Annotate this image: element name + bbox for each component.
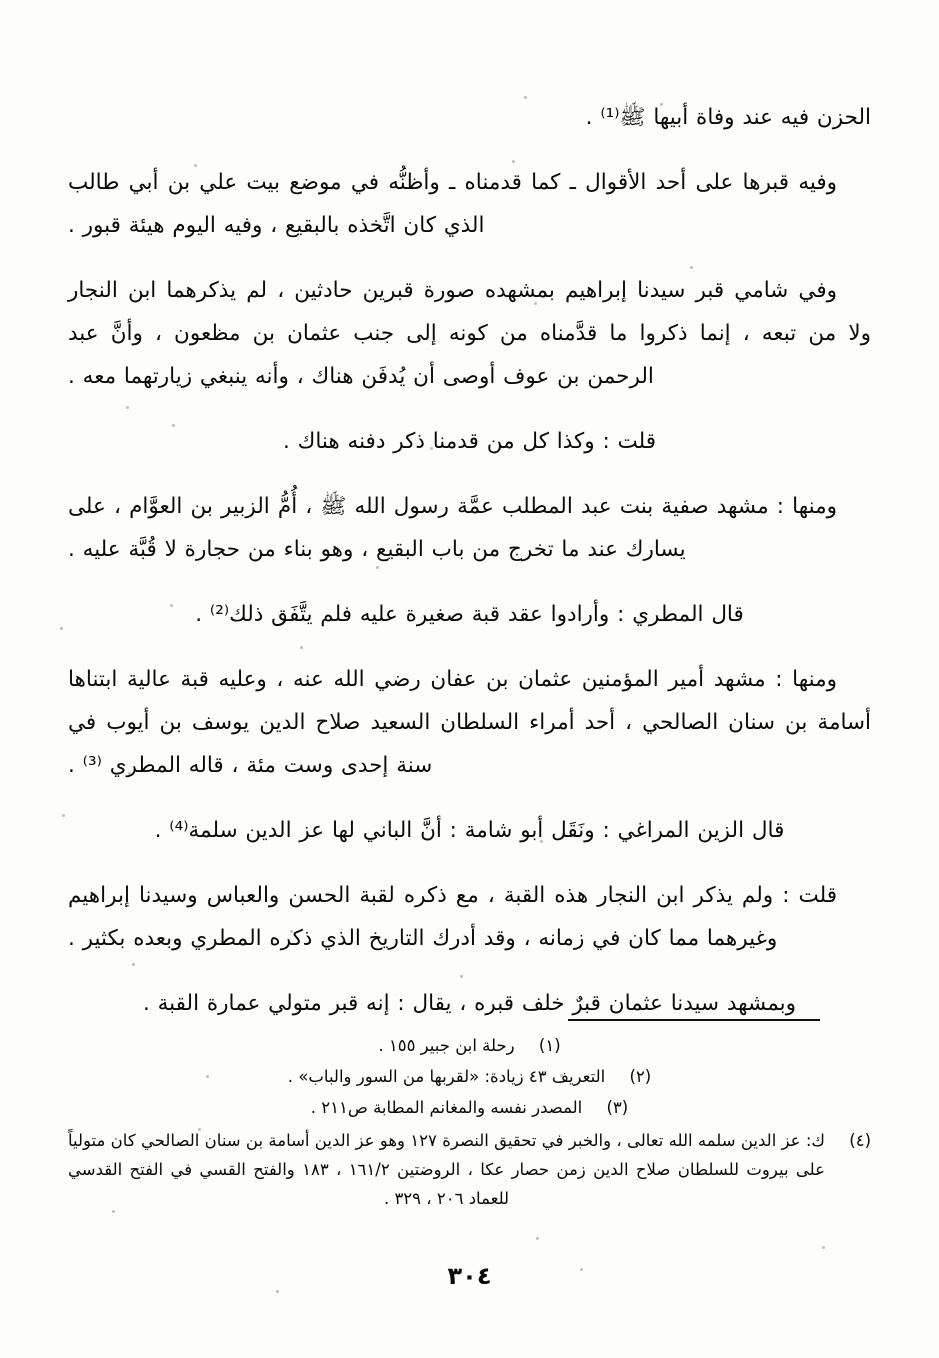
paragraph-2: وفيه قبرها على أحد الأقوال ـ كما قدمناه ـ وأظنُّه في موضع بيت علي بن أبي طالب الذي كان اتَّخذه بالبقيع ، وفيه اليوم هيئة قبور . [68,170,837,238]
footnote-separator-rule [568,1019,820,1021]
footnote-item [68,1126,871,1213]
scan-speckle [822,1246,825,1249]
footnote-marker: (١) [538,1036,561,1055]
footnote-text: رحلة ابن جبير ١٥٥ . [378,1036,515,1055]
paragraph-6: قال المطري : وأرادوا عقد قبة صغيرة عليه فلم يتَّفَق ذلك⁽²⁾ . [195,602,744,627]
scan-speckle [276,1290,279,1293]
footnote-text: المصدر نفسه والمغانم المطابة ص٢١١ . [310,1098,583,1117]
footnotes-block [68,1031,871,1215]
footnote-item [68,1031,871,1060]
footnote-marker: (٣) [606,1098,629,1117]
scan-speckle [536,1237,539,1240]
paragraph-5: ومنها : مشهد صفية بنت عبد المطلب عمَّة رسول الله ﷺ ، أُمُّ الزبير بن العوَّام ، على يسارك عند ما تخرج من باب البقيع ، وهو بناء من حجارة لا قُبَّة عليه . [68,494,837,562]
paragraph-8: قال الزين المراغي : ونَقَل أبو شامة : أنَّ الباني لها عز الدين سلمة⁽⁴⁾ . [154,818,785,843]
paragraph-10: وبمشهد سيدنا عثمان قبرٌ خلف قبره ، يقال : إنه قبر متولي عمارة القبة . [142,991,797,1016]
footnote-item [68,1093,871,1122]
footnote-text: التعريف ٤٣ زيادة: «لقربها من السور والباب» . [287,1067,606,1086]
paragraph-3: وفي شامي قبر سيدنا إبراهيم بمشهده صورة قبرين حادثين ، لم يذكرهما ابن النجار ولا من تبعه ، إنما ذكروا ما قدَّمناه من كونه إلى جنب عثمان بن مظعون ، وأنَّ عبد الرحمن بن عوف أوصى أن يُدفَن هناك ، وأنه ينبغي زيارتهما معه . [68,278,871,389]
paragraph-9: قلت : ولم يذكر ابن النجار هذه القبة ، مع ذكره لقبة الحسن والعباس وسيدنا إبراهيم وغيرهما مما كان في زمانه ، وقد أدرك التاريخ الذي ذكره المطري وبعده بكثير . [68,883,837,951]
paragraph-4: قلت : وكذا كل من قدمنا ذكر دفنه هناك . [282,429,657,454]
scan-speckle [62,814,65,817]
scan-speckle [60,627,63,630]
footnote-text: ك: عز الدين سلمه الله تعالى ، والخبر في تحقيق النصرة ١٢٧ وهو عز الدين أسامة بن سنان الصالحي كان متولياً على بيروت للسلطان صلاح الدين زمن حصار عكا ، الروضتين ١٦١/٢ ، ١٨٣ والفتح القسي في الفتح القدسي للعماد ٢٠٦ ، ٣٢٩ . [68,1131,825,1208]
footnote-marker: (٤) [849,1131,871,1150]
paragraph-7: ومنها : مشهد أمير المؤمنين عثمان بن عفان رضي الله عنه ، وعليه قبة عالية ابتناها أسامة بن سنان الصالحي ، أحد أمراء السلطان السعيد صلاح الدين يوسف بن أيوب في سنة إحدى وست مئة ، قاله المطري ⁽³⁾ . [68,667,871,778]
page-number: ٣٠٤ [447,1262,492,1290]
body-text-block [68,96,871,1025]
paragraph-1: الحزن فيه عند وفاة أبيها ﷺ⁽¹⁾ . [585,105,871,130]
footnote-item [68,1062,871,1091]
footnote-marker: (٢) [629,1067,652,1086]
